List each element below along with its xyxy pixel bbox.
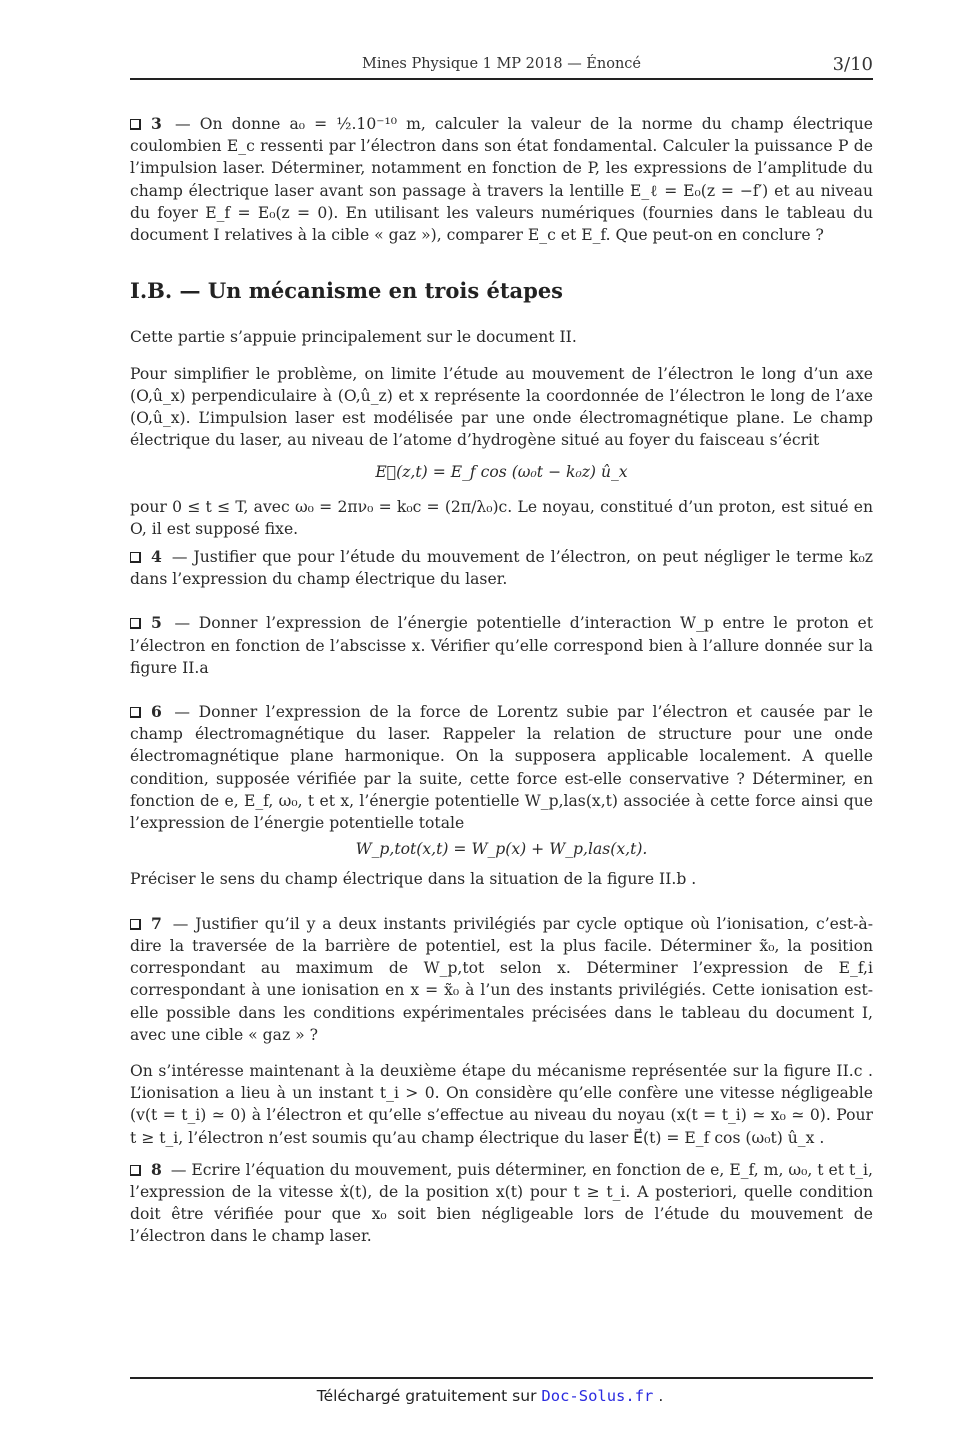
question-text: — Donner l’expression de l’énergie potentielle d’interaction W_p entre le proton et l’électron en fonction de l’abscisse x. Vérifier qu’elle correspond bien à l’allure donnée sur la figure II.a [130, 614, 873, 677]
page-footer [0, 1387, 980, 1405]
question-6-after: Préciser le sens du champ électrique dans la situation de la figure II.b . [130, 870, 697, 889]
question-number: 8 [151, 1159, 162, 1179]
section-heading: I.B. — Un mécanisme en trois étapes [130, 278, 564, 304]
question-text: — Donner l’expression de la force de Lorentz subie par l’électron et causée par le champ électromagnétique du laser. Rappeler la relation de structure pour une onde électromagnétique plane harmonique. On la supposera applicable localement. A quelle condition, supposée vérifiée par la suite, cette force est-elle conservative ? Déterminer, en fonction de e, E_f, ω₀, t et x, l’énergie potentielle W_p,las(x,t) associée à cette force ainsi que l’expression de l’énergie potentielle totale [130, 703, 873, 833]
question-5 [130, 612, 873, 679]
question-4 [130, 546, 873, 590]
question-number: 3 [151, 114, 162, 133]
question-text: — Justifier qu’il y a deux instants privilégiés par cycle optique où l’ionisation, c’est-à-dire la traversée de la barrière de potentiel, est la plus facile. Déterminer x̃₀, la position correspondant au maximum de W_p,tot selon x. Déterminer l’expression de E_f,i correspondant à une ionisation en x = x̃₀ à l’un des instants privilégiés. Cette ionisation est-elle possible dans les conditions expérimentales précisées dans le tableau du document I, avec une cible « gaz » ? [130, 914, 873, 1044]
question-8 [130, 1159, 873, 1248]
question-number: 6 [151, 702, 162, 722]
section-intro: Cette partie s’appuie principalement sur le document II. [130, 328, 577, 347]
checkbox-icon [130, 119, 141, 130]
header-rule [130, 78, 873, 80]
header-title: Mines Physique 1 MP 2018 — Énoncé [362, 56, 641, 72]
doc-solus-link[interactable]: Doc-Solus.fr [541, 1387, 654, 1405]
checkbox-icon [130, 1165, 141, 1176]
footer-suffix: . [658, 1387, 664, 1405]
footer-rule [130, 1377, 873, 1379]
checkbox-icon [130, 552, 141, 563]
checkbox-icon [130, 919, 141, 930]
question-6 [130, 701, 873, 834]
question-3 [130, 113, 873, 246]
question-7 [130, 913, 873, 1046]
question-text: — On donne a₀ = ½.10⁻¹⁰ m, calculer la valeur de la norme du champ électrique coulombien E_c ressenti par l’électron dans son état fondamental. Calculer la puissance P de l’impulsion laser. Déterminer, notamment en fonction de P, les expressions de l’amplitude du champ électrique laser avant son passage à travers la lentille E_ℓ = E₀(z = −f′) et au niveau du foyer E_f = E₀(z = 0). En utilisant les valeurs numériques (fournies dans le tableau du document I relatives à la cible « gaz »), comparer E_c et E_f. Que peut-on en conclure ? [130, 115, 873, 245]
page-number: 3/10 [832, 54, 873, 75]
question-text: — Ecrire l’équation du mouvement, puis déterminer, en fonction de e, E_f, m, ω₀, t et t_i, l’expression de la vitesse ẋ(t), de la position x(t) pour t ≥ t_i. A posteriori, quelle condition doit être vérifiée pour que x₀ soit bien négligeable lors de l’étude du mouvement de l’électron dans le champ laser. [130, 1160, 873, 1246]
equation-field: E⃗(z,t) = E_f cos (ω₀t − k₀z) û_x [375, 463, 628, 482]
page-header [130, 54, 873, 78]
step-2-paragraph: On s’intéresse maintenant à la deuxième étape du mécanisme représentée sur la figure II.c . L’ionisation a lieu à un instant t_i > 0. On considère qu’elle confère une vitesse négligeable (v(t = t_i) ≃ 0) à l’électron et qu’elle s’effectue au niveau du noyau (x(t = t_i) ≃ x₀ ≃ 0). Pour t ≥ t_i, l’électron n’est soumis qu’au champ électrique du laser E⃗(t) = E_f cos (ω₀t) û_x . [130, 1061, 873, 1147]
page-content [130, 113, 873, 1248]
footer-prefix: Téléchargé gratuitement sur [316, 1387, 537, 1405]
equation-potential: W_p,tot(x,t) = W_p(x) + W_p,las(x,t). [355, 840, 648, 859]
checkbox-icon [130, 707, 141, 718]
question-number: 4 [151, 547, 162, 567]
question-number: 5 [151, 613, 162, 633]
checkbox-icon [130, 618, 141, 629]
section-paragraph-after-equation: pour 0 ≤ t ≤ T, avec ω₀ = 2πν₀ = k₀c = (2π/λ₀)c. Le noyau, constitué d’un proton, est situé en O, il est supposé fixe. [130, 497, 873, 538]
question-number: 7 [151, 913, 162, 933]
question-text: — Justifier que pour l’étude du mouvement de l’électron, on peut négliger le terme k₀z dans l’expression du champ électrique du laser. [130, 548, 873, 589]
section-paragraph: Pour simplifier le problème, on limite l’étude au mouvement de l’électron le long d’un axe (O,û_x) perpendiculaire à (O,û_z) et x représente la coordonnée de l’électron le long de l’axe (O,û_x). L’impulsion laser est modélisée par une onde électromagnétique plane. Le champ électrique du laser, au niveau de l’atome d’hydrogène situé au foyer du faisceau s’écrit [130, 364, 873, 450]
